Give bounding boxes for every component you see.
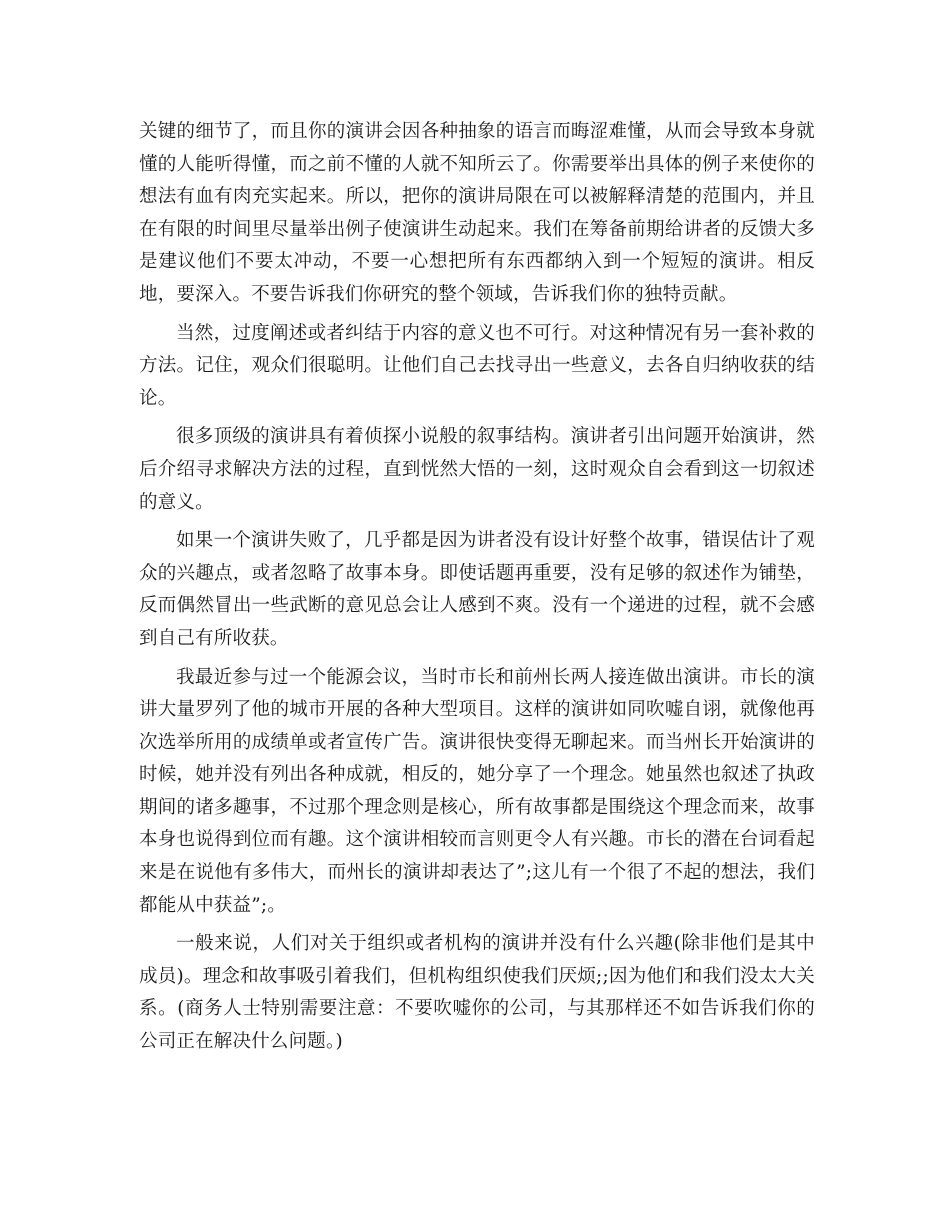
paragraph-3: 很多顶级的演讲具有着侦探小说般的叙事结构。演讲者引出问题开始演讲，然后介绍寻求解决方法的过程，直到恍然大悟的一刻，这时观众自会看到这一切叙述的意义。 [139,426,815,513]
paragraph-4: 如果一个演讲失败了，几乎都是因为讲者没有设计好整个故事，错误估计了观众的兴趣点，或者忽略了故事本身。即使话题再重要，没有足够的叙述作为铺垫，反而偶然冒出一些武断的意见总会让人感到不爽。没有一个递进的过程，就不会感到自己有所收获。 [139,530,815,649]
paragraph-1: 关键的细节了，而且你的演讲会因各种抽象的语言而晦涩难懂，从而会导致本身就懂的人能听得懂，而之前不懂的人就不知所云了。你需要举出具体的例子来使你的想法有血有肉充实起来。所以，把你的演讲局限在可以被解释清楚的范围内，并且在有限的时间里尽量举出例子使演讲生动起来。我们在筹备前期给讲者的反馈大多是建议他们不要太冲动，不要一心想把所有东西都纳入到一个短短的演讲。相反地，要深入。不要告诉我们你研究的整个领域，告诉我们你的独特贡献。 [139,121,815,305]
paragraph-2: 当然，过度阐述或者纠结于内容的意义也不可行。对这种情况有另一套补救的方法。记住，观众们很聪明。让他们自己去找寻出一些意义，去各自归纳收获的结论。 [139,322,815,409]
paragraph-6: 一般来说，人们对关于组织或者机构的演讲并没有什么兴趣(除非他们是其中成员)。理念和故事吸引着我们，但机构组织使我们厌烦;;因为他们和我们没太大关系。(商务人士特别需要注意：不要吹嘘你的公司，与其那样还不如告诉我们你的公司正在解决什么问题。) [139,933,815,1053]
paragraph-5: 我最近参与过一个能源会议，当时市长和前州长两人接连做出演讲。市长的演讲大量罗列了他的城市开展的各种大型项目。这样的演讲如同吹嘘自诩，就像他再次选举所用的成绩单或者宣传广告。演讲很快变得无聊起来。而当州长开始演讲的时候，她并没有列出各种成就，相反的，她分享了一个理念。她虽然也叙述了执政期间的诸多趣事，不过那个理念则是核心，所有故事都是围绕这个理念而来，故事本身也说得到位而有趣。这个演讲相较而言则更令人有兴趣。市长的潜在台词看起来是在说他有多伟大，而州长的演讲却表达了”;这儿有一个很了不起的想法，我们都能从中获益”;。 [139,666,815,916]
document-body [139,116,815,1065]
